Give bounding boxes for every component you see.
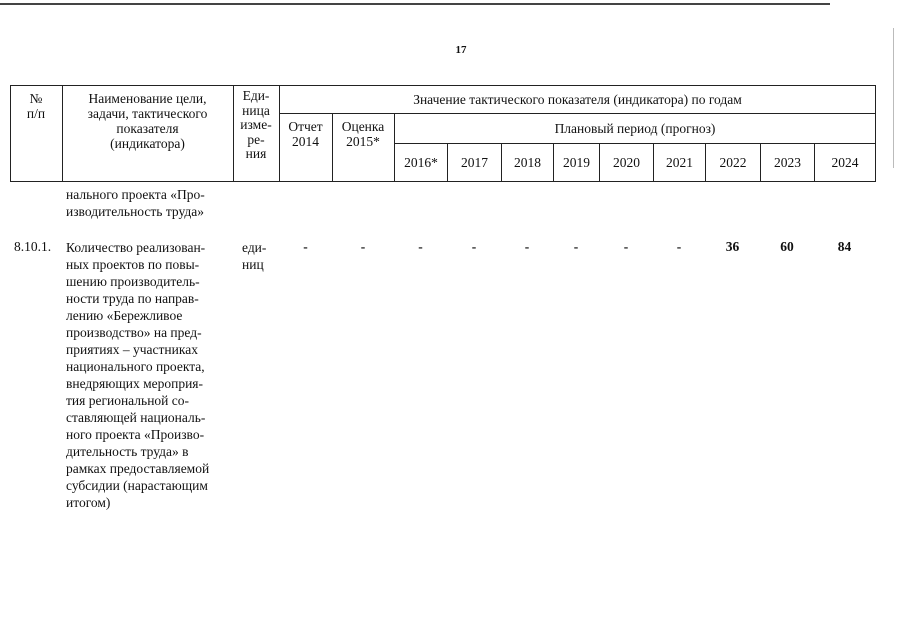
value-2018: - <box>524 239 530 254</box>
header-year-3: 2019 <box>554 144 600 182</box>
value-2014: - <box>303 239 308 254</box>
value-2021: - <box>676 239 682 254</box>
header-values-title: Значение тактического показателя (индикатора) по годам <box>280 86 876 114</box>
right-scan-line <box>893 28 894 168</box>
header-estimate-label: Оценка 2015* <box>341 119 385 149</box>
indicator-name: Количество реализован- ных проектов по повы- шению производитель- ности труда по направ- лению «Бережливое производство» на пред- приятиях – участниках национального проекта, внедряющих мероприя- тия региональной со- ставляющей националь- ного проекта «Произво- дительность труда» в рамках предоставляемой субсидии (нарастающим итогом) <box>66 240 210 510</box>
indicator-unit: еди- ниц <box>242 240 267 272</box>
value-2015: - <box>360 239 366 254</box>
header-report-label: Отчет 2014 <box>288 119 323 149</box>
header-year-0: 2016* <box>395 144 448 182</box>
value-2020: - <box>623 239 629 254</box>
header-unit-label: Еди- ница изме- ре- ния <box>240 88 272 161</box>
value-2022: 36 <box>725 239 740 254</box>
header-plan-period: Плановый период (прогноз) <box>395 114 876 144</box>
header-year-2: 2018 <box>502 144 554 182</box>
row-number: 8.10.1. <box>14 239 52 254</box>
header-year-8: 2024 <box>815 144 876 182</box>
top-border-line <box>0 3 830 5</box>
continuation-text: нального проекта «Про- изводительность труда» <box>66 187 205 219</box>
header-name-label: Наименование цели, задачи, тактического показателя (индикатора) <box>87 91 208 151</box>
header-year-7: 2023 <box>761 144 815 182</box>
header-num-label: № п/п <box>26 91 46 121</box>
value-2023: 60 <box>780 239 794 254</box>
page-number: 17 <box>455 44 467 56</box>
header-year-5: 2021 <box>654 144 706 182</box>
value-2016: - <box>418 239 423 254</box>
header-year-1: 2017 <box>448 144 502 182</box>
value-2017: - <box>471 239 477 254</box>
value-2019: - <box>573 239 579 254</box>
header-year-6: 2022 <box>706 144 761 182</box>
header-year-4: 2020 <box>600 144 654 182</box>
value-2024: 84 <box>837 239 852 254</box>
